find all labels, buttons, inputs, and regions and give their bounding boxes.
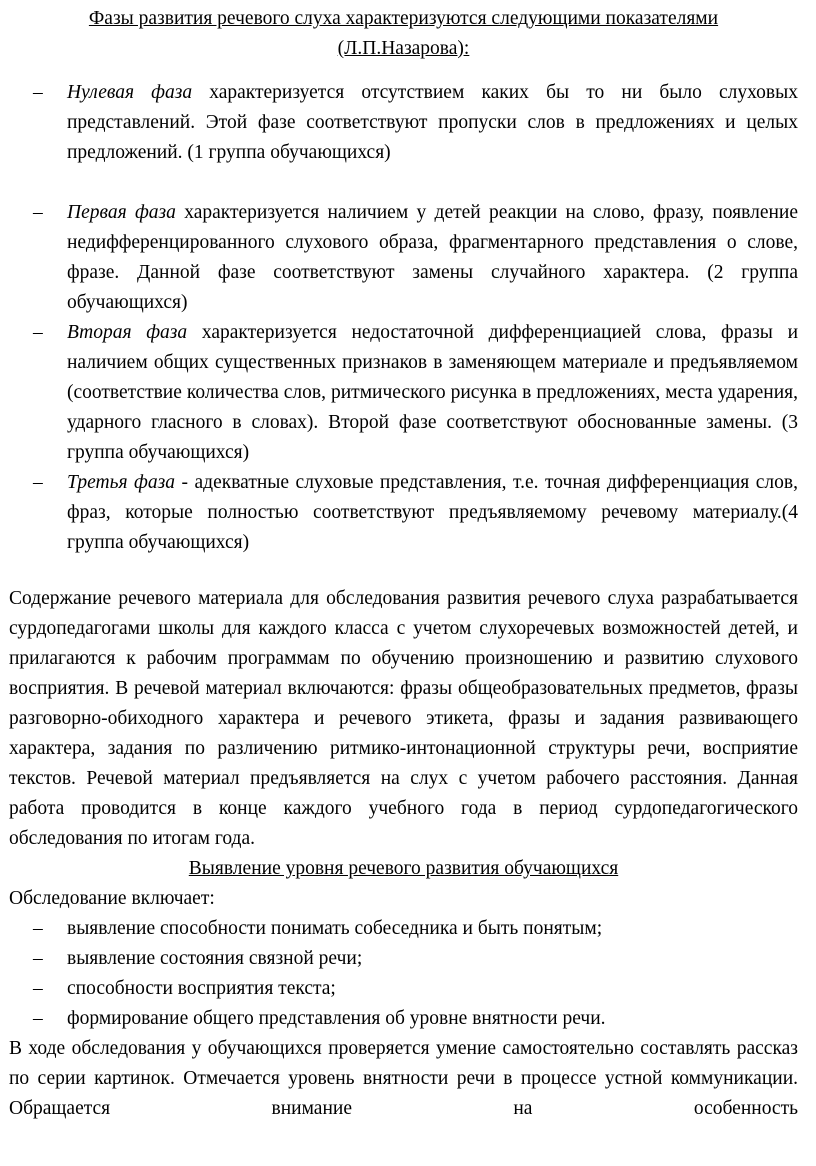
phase-name: Третья фаза: [67, 472, 175, 493]
phase-name: Вторая фаза: [67, 322, 188, 343]
title-line-2: (Л.П.Назарова):: [337, 38, 470, 59]
phase-item-1: [9, 198, 798, 318]
dash-bullet: –: [33, 978, 43, 999]
phase-text: характеризуется отсутствием каких бы то ни было слуховых представлений. Этой фазе соответствуют пропуски слов в предложениях и целых предложений. (1 группа обучающихся): [67, 82, 798, 163]
dash-bullet: –: [33, 948, 43, 969]
paragraph-examination: В ходе обследования у обучающихся проверяется умение самостоятельно составлять рассказ по серии картинок. Отмечается уровень внятности речи в процессе устной коммуникации. Обращается внимание на особенность: [9, 1038, 798, 1119]
exam-item-text: формирование общего представления об уровне внятности речи.: [67, 1008, 606, 1029]
phase-item-2: [9, 318, 798, 468]
phase-text: - адекватные слуховые представления, т.е. точная дифференциация слов, фраз, которые полностью соответствуют предъявляемому речевому материалу.(4 группа обучающихся): [67, 472, 798, 553]
exam-item-0: [9, 914, 798, 944]
exam-intro: Обследование включает:: [9, 888, 215, 909]
exam-item-2: [9, 974, 798, 1004]
exam-item-text: выявление состояния связной речи;: [67, 948, 363, 969]
exam-item-text: способности восприятия текста;: [67, 978, 336, 999]
exam-item-1: [9, 944, 798, 974]
dash-bullet: –: [33, 322, 43, 343]
dash-bullet: –: [33, 202, 43, 223]
exam-item-text: выявление способности понимать собеседника и быть понятым;: [67, 918, 603, 939]
phase-item-0: [9, 78, 798, 168]
dash-bullet: –: [33, 82, 43, 103]
exam-item-3: [9, 1004, 798, 1034]
dash-bullet: –: [33, 918, 43, 939]
document-title: [9, 4, 798, 64]
paragraph-speech-material: Содержание речевого материала для обследования развития речевого слуха разрабатывается сурдопедагогами школы для каждого класса с учетом слухоречевых возможностей детей, и прилагаются к рабочим программам по обучению произношению и развитию слухового восприятия. В речевой материал включаются: фразы общеобразовательных предметов, фразы разговорно-обиходного характера и речевого этикета, фразы и задания развивающего характера, задания по различению ритмико-интонационной структуры речи, восприятие текстов. Речевой материал предъявляется на слух с учетом рабочего расстояния. Данная работа проводится в конце каждого учебного года в период сурдопедагогического обследования по итогам года.: [9, 588, 798, 849]
dash-bullet: –: [33, 472, 43, 493]
phase-text: характеризуется недостаточной дифференциацией слова, фразы и наличием общих существенных признаков в заменяющем материале и предъявляемом (соответствие количества слов, ритмического рисунка в предложениях, места ударения, ударного гласного в словах). Второй фазе соответствуют обоснованные замены. (3 группа обучающихся): [67, 322, 799, 463]
exam-list: [9, 914, 798, 1034]
phase-name: Нулевая фаза: [67, 82, 193, 103]
phases-list: [9, 78, 798, 558]
phase-name: Первая фаза: [67, 202, 176, 223]
phase-text: характеризуется наличием у детей реакции на слово, фразу, появление недифференцированного слухового образа, фрагментарного представления о слове, фразе. Данной фазе соответствуют замены случайного характера. (2 группа обучающихся): [67, 202, 798, 313]
phase-item-3: [9, 468, 798, 558]
section-subtitle: Выявление уровня речевого развития обучающихся: [188, 858, 619, 879]
title-line-1: Фазы развития речевого слуха характеризуются следующими показателями: [88, 8, 719, 29]
dash-bullet: –: [33, 1008, 43, 1029]
